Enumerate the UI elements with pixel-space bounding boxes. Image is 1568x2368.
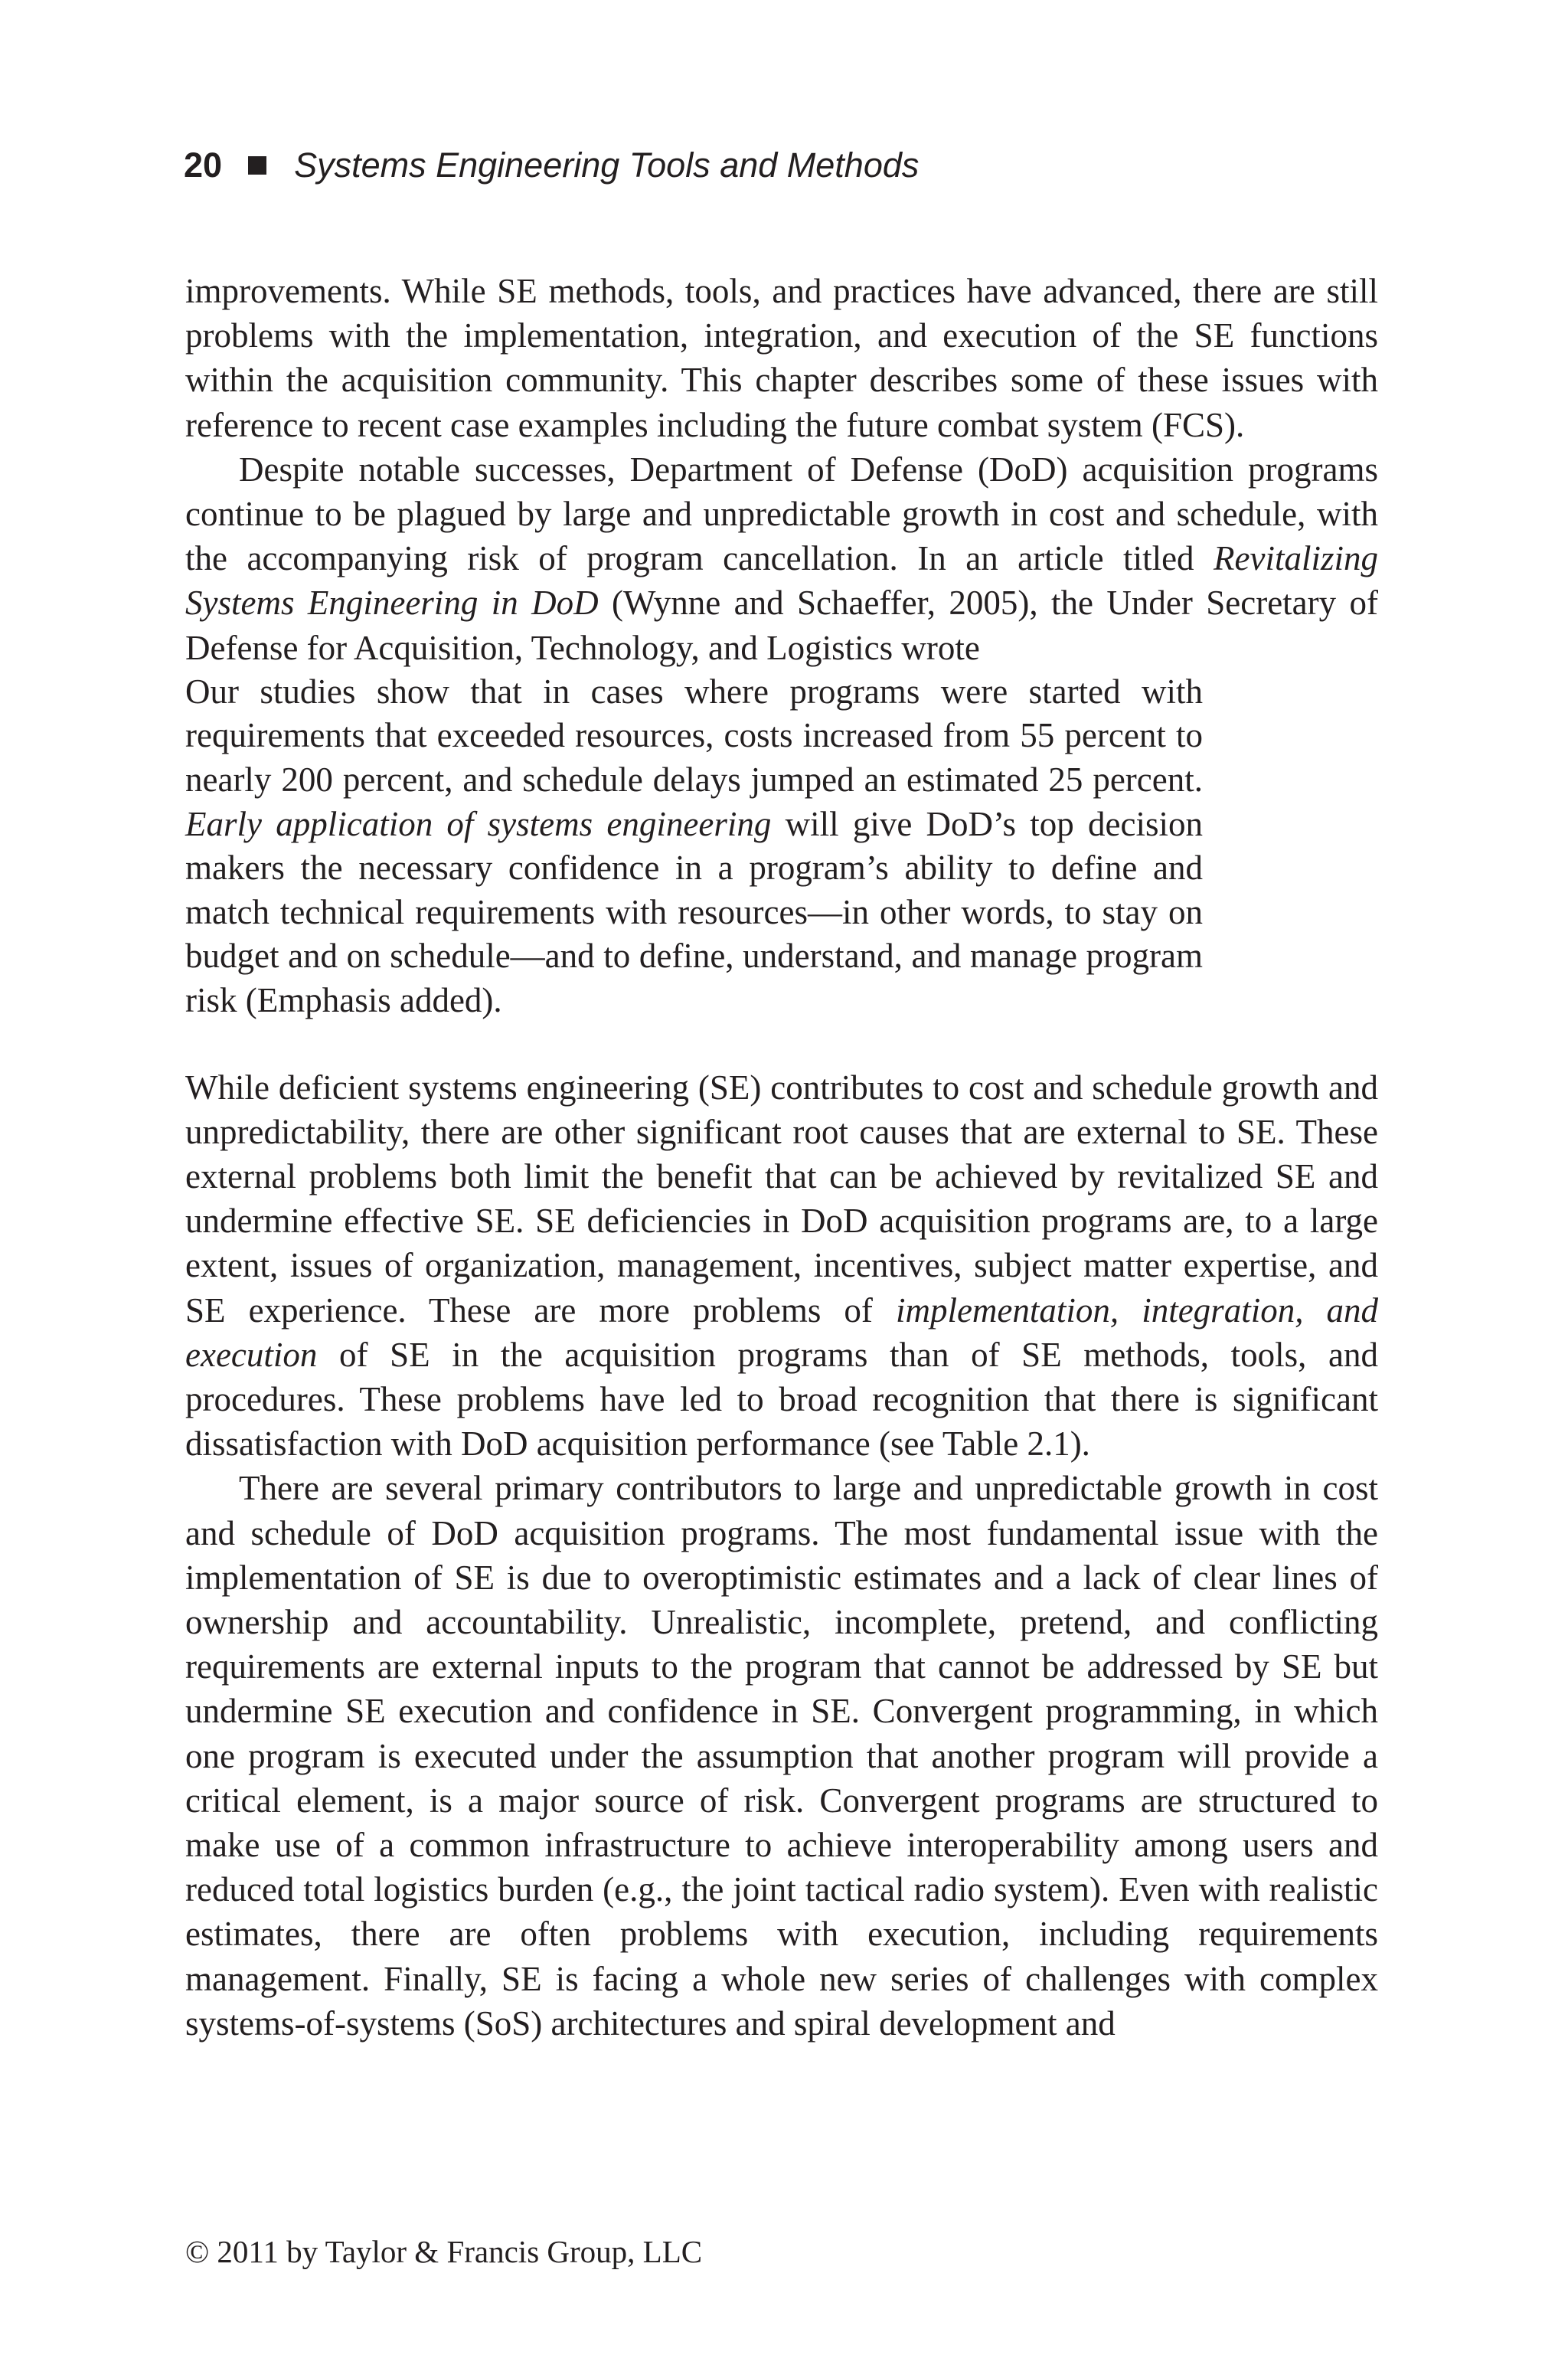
paragraph-continuation: [185, 269, 1378, 447]
paragraph-text: (Wynne and Schaeffer, 2005), the Under Secretary of Defense for Acquisition, Technology, and Logistics wrote: [185, 584, 1379, 667]
emphasis-text: implementation, integration, and execution: [185, 1290, 1378, 1374]
paragraph-text: There are several primary contributors to large and unpredictable growth in cost and schedule of DoD acquisition programs. The most fundamental issue with the implementation of SE is due to overoptimistic estimates and a lack of clear lines of ownership and accountability. Unrealistic, incomplete, pretend, and conflicting requirements are external inputs to the program that cannot be addressed by SE but undermine SE execution and confidence in SE. Convergent programming, in which one program is executed under the assumption that another program will provide a critical element, is a major source of risk. Convergent programs are structured to make use of a common infrastructure to achieve interoperability among users and reduced total logistics burden (e.g., the joint tactical radio system). Even with realistic estimates, there are often problems with execution, including requirements management. Finally, SE is facing a whole new series of challenges with complex systems-of-systems (SoS) architectures and spiral development and: [185, 1469, 1378, 2043]
paragraph-text: Despite notable successes, Department of Defense (DoD) acquisition programs continue to be plagued by large and unpredictable growth in cost and schedule, with the accompanying risk of program cancellation. In an article titled: [185, 450, 1378, 578]
book-title: Systems Engineering Tools and Methods: [294, 146, 920, 185]
copyright-notice: © 2011 by Taylor & Francis Group, LLC: [185, 2234, 703, 2269]
page-number: 20: [184, 146, 223, 185]
quote-text: Our studies show that in cases where programs were started with requirements that exceeded resources, costs increased from 55 percent to nearly 200 percent, and schedule delays jumped an estimated 25 percent.: [185, 672, 1203, 800]
paragraph-text: While deficient systems engineering (SE) contributes to cost and schedule growth and unpredictability, there are other significant root causes that are external to SE. These external problems both limit the benefit that can be achieved by revitalized SE and undermine effective SE. SE deficiencies in DoD acquisition programs are, to a large extent, issues of organization, management, incentives, subject matter expertise, and SE experience. These are more problems of: [185, 1068, 1378, 1330]
running-header: [184, 142, 919, 188]
main-text: [185, 269, 1378, 2046]
quote-emphasis: Early application of systems engineering: [185, 804, 772, 843]
paragraph-text: of SE in the acquisition programs than of SE methods, tools, and procedures. These problems have led to broad recognition that there is significant dissatisfaction with DoD acquisition performance (see Table 2.1).: [185, 1335, 1378, 1464]
paragraph-dod-acquisition: [185, 447, 1378, 670]
cited-article-title: Revitalizing Systems Engineering in DoD: [185, 539, 1378, 623]
paragraph-text: improvements. While SE methods, tools, and practices have advanced, there are still problems with the implementation, integration, and execution of the SE functions within the acquisition community. This chapter describes some of these issues with reference to recent case examples including the future combat system (FCS).: [185, 272, 1378, 444]
square-bullet-icon: [248, 156, 266, 175]
block-quote: [185, 670, 1203, 1023]
paragraph-primary-contributors: [185, 1466, 1378, 2046]
quote-text: will give DoD’s top decision makers the necessary confidence in a program’s ability to define and match technical requirements with resources—in other words, to stay on budget and on schedule—and to define, understand, and manage program risk (Emphasis added).: [185, 804, 1203, 1019]
paragraph-deficient-se: [185, 1065, 1378, 1467]
